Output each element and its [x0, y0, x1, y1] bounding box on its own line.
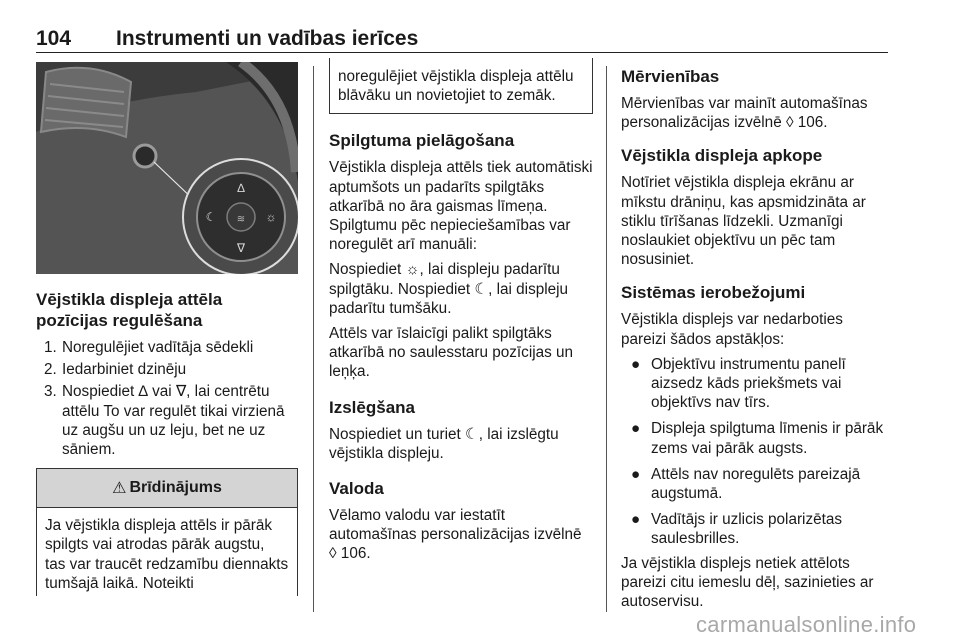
step-number: 1. — [44, 339, 57, 356]
bullet-icon: ● — [631, 465, 641, 483]
column-divider-1 — [313, 66, 314, 612]
warning-continuation-box — [329, 58, 593, 114]
units-paragraph: Mērvienības var mainīt automašīnas personalizācijas izvēlnē ◊ 106. — [621, 95, 868, 132]
step-text: Iedarbiniet dzinēju — [62, 361, 187, 379]
brightness-paragraph: Attēls var īslaicīgi palikt spilgtāks atkarībā no saulesstaru pozīcijas un leņķa. — [329, 325, 574, 381]
up-arrow-icon: ∆ — [237, 181, 245, 195]
bullet-icon: ● — [631, 511, 641, 529]
language-paragraph: Vēlamo valodu var iestatīt automašīnas personalizācijas izvēlnē ◊ 106. — [329, 507, 582, 563]
bullet-text: Vadītājs ir uzlicis polarizētas saulesbrilles. — [651, 511, 843, 548]
list-item — [621, 355, 891, 413]
brightness-paragraph: Nospiediet ☼, lai displeju padarītu spilgtāku. Nospiediet ☾, lai displeju padarītu tumšāku. — [329, 261, 569, 317]
closing-paragraph: Ja vējstikla displejs netiek attēlots pareizi citu iemeslu dēļ, sazinieties ar autoservisu. — [621, 554, 874, 611]
hud-control-illustration — [36, 62, 298, 274]
warning-continuation-text: noregulējiet vējstikla displeja attēlu blāvāku un novietojiet to zemāk. — [338, 68, 574, 105]
warning-text: Ja vējstikla displeja attēls ir pārāk spilgts vai atrodas pārāk augstu, tas var traucēt redzamību diennakts tumšajā laikā. Noteikti — [45, 517, 289, 592]
sun-icon: ☼ — [265, 210, 277, 224]
maintenance-heading: Vējstikla displeja apkope — [621, 146, 823, 166]
list-item — [36, 382, 298, 459]
step-number: 3. — [44, 383, 57, 401]
warning-title: Brīdinājums — [129, 479, 222, 497]
column-divider-2 — [606, 66, 607, 612]
bullet-icon: ● — [631, 420, 641, 438]
list-item — [36, 338, 298, 357]
warning-icon: ⚠ — [112, 480, 127, 498]
bullet-text: Displeja spilgtuma līmenis ir pārāk zems vai pārāk augsts. — [651, 420, 884, 457]
step-number: 2. — [44, 361, 57, 379]
page-header — [36, 24, 888, 53]
adjustment-steps — [36, 338, 298, 459]
switch-off-heading: Izslēgšana — [329, 397, 415, 417]
moon-icon: ☾ — [205, 210, 217, 224]
brightness-heading: Spilgtuma pielāgošana — [329, 131, 515, 151]
column-2 — [329, 62, 593, 564]
page-number: 104 — [36, 27, 72, 50]
hud-position-heading: Vējstikla displeja attēla pozīcijas regulēšana — [36, 290, 223, 330]
column-3 — [621, 62, 891, 611]
step-text: Nospiediet ∆ vai ∇, lai centrētu attēlu To var regulēt tikai virzienā uz augšu un uz leju, bet ne uz sāniem. — [62, 383, 285, 459]
units-heading: Mērvienības — [621, 67, 720, 86]
maintenance-paragraph: Notīriet vējstikla displeja ekrānu ar mīkstu drāniņu, kas apsmidzināta ar stiklu tīrīšanas līdzekli. Uzmanīgi noslaukiet objektīvu un pēc tam nosusiniet. — [621, 174, 866, 269]
down-arrow-icon: ∇ — [236, 241, 246, 255]
bullet-icon: ● — [631, 355, 641, 373]
bullet-text: Attēls nav noregulēts pareizajā augstumā. — [651, 465, 861, 503]
limitations-paragraph: Vējstikla displejs var nedarboties pareizi šādos apstākļos: — [621, 311, 843, 348]
column-1 — [36, 62, 298, 596]
switch-off-paragraph: Nospiediet un turiet ☾, lai izslēgtu vējstikla displeju. — [329, 425, 559, 462]
control-knob — [134, 145, 156, 167]
bullet-text: Objektīvu instrumentu panelī aizsedz kāds priekšmets vai objektīvs nav tīrs. — [651, 355, 846, 412]
limitations-heading: Sistēmas ierobežojumi — [621, 283, 806, 303]
language-heading: Valoda — [329, 479, 384, 499]
list-item — [36, 360, 298, 379]
list-item — [621, 465, 891, 503]
defrost-icon: ≋ — [236, 214, 246, 225]
limitations-list — [621, 355, 891, 549]
page-title: Instrumenti un vadības ierīces — [116, 27, 419, 50]
list-item — [621, 419, 891, 457]
watermark: carmanualsonline.info — [696, 612, 917, 637]
warning-box — [36, 468, 298, 596]
step-text: Noregulējiet vadītāja sēdekli — [62, 339, 254, 356]
warning-body — [37, 508, 297, 593]
list-item — [621, 510, 891, 548]
brightness-paragraph: Vējstikla displeja attēls tiek automātiski aptumšots un padarīts spilgtāks atkarībā no āra gaismas līmeņa. Spilgtumu pēc nepieciešamības var noregulēt arī manuāli: — [329, 159, 593, 254]
warning-header — [37, 469, 297, 508]
